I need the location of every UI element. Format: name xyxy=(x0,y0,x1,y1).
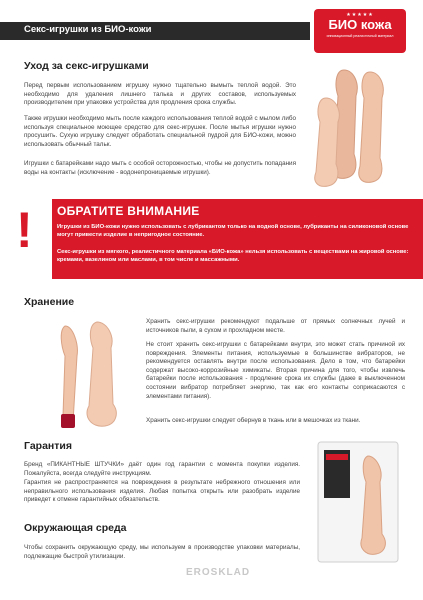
warning-title: ОБРАТИТЕ ВНИМАНИЕ xyxy=(57,204,200,218)
warranty-heading: Гарантия xyxy=(24,440,72,452)
storage-paragraph-2: Не стоит хранить секс-игрушки с батарейками внутри, это может стать причиной их повреждения. Элементы питания, используемые в большинстве вибраторов, не рекомендуется оставлять внутри после использования. Дело в том, что батарейки содержат высоко-коррозийные химикаты. Вторая причина для того, чтобы извлечь батарейки после использования - продление срока их службы (даже в выключенном состоянии вибратор потребляет энергию, так как его контакты соприкасаются с элементами питания). xyxy=(146,341,405,400)
care-product-image xyxy=(300,62,410,192)
warning-text-2: Секс-игрушки из мягкого, реалистичного материала «БИО-кожа» нельзя использовать с веществами на жировой основе: кремами, вазелином или маслами, в том числе и массажными. xyxy=(57,249,409,263)
care-heading: Уход за секс-игрушками xyxy=(24,60,149,72)
warranty-paragraph-1: Бренд «ПИКАНТНЫЕ ШТУЧКИ» даёт один год гарантии с момента покупки изделия. Пожалуйста, всегда следуйте инструкциям. xyxy=(24,461,300,477)
environment-paragraph-1: Чтобы сохранить окружающую среду, мы используем в производстве упаковки материалы, подлежащие быстрой утилизации. xyxy=(24,544,300,560)
page-title: Секс-игрушки из БИО-кожи xyxy=(24,24,152,35)
storage-paragraph-1: Хранить секс-игрушки рекомендуют подальше от прямых солнечных лучей и источников пыли, в сухом и прохладном месте. xyxy=(146,318,405,334)
care-paragraph-2: Также игрушки необходимо мыть после каждого использования теплой водой с мылом либо используя специальное моющее средство для секс-игрушек. После мытья игрушки нужно просушить. Сухую игрушку следует обработать специальной пудрой для БИО-кожи, можно использовать обычный тальк. xyxy=(24,115,296,148)
care-paragraph-1: Перед первым использованием игрушку нужно тщательно вымыть теплой водой. Это необходимо для удаления лишнего талька и других составов, используемых производителем при упаковке устройства для продления срока службы. xyxy=(24,82,296,107)
logo-brand: БИО кожа xyxy=(328,17,392,32)
package-image xyxy=(312,438,404,566)
warning-box xyxy=(52,199,423,279)
care-paragraph-3: Игрушки с батарейками надо мыть с особой осторожностью, чтобы не допустить попадания воды на контакты (исключение - водонепроницаемые игрушки). xyxy=(24,160,296,176)
storage-paragraph-3: Хранить секс-игрушки следует обернув в ткань или в мешочках из ткани. xyxy=(146,417,361,424)
brand-logo xyxy=(314,9,406,53)
environment-heading: Окружающая среда xyxy=(24,522,127,534)
storage-heading: Хранение xyxy=(24,296,75,308)
warning-text-1: Игрушки из БИО-кожи нужно использовать с лубрикантом только на водной основе, лубриканты на силиконовой основе могут привести изделие в непригодное состояние. xyxy=(57,224,409,238)
logo-tagline: инновационный реалистичный материал xyxy=(326,34,394,38)
storage-product-image xyxy=(55,316,135,434)
logo-stars: ★★★★★ xyxy=(346,12,374,18)
warning-exclamation-icon: ! xyxy=(16,202,33,258)
watermark: EROSKLAD xyxy=(186,567,251,578)
warranty-paragraph-2: Гарантия не распространяется на повреждения в результате небрежного отношения или неправильного использования изделия. Любая попытка открыть или разобрать изделие приведет к отмене гарантийных обязательств. xyxy=(24,479,300,504)
